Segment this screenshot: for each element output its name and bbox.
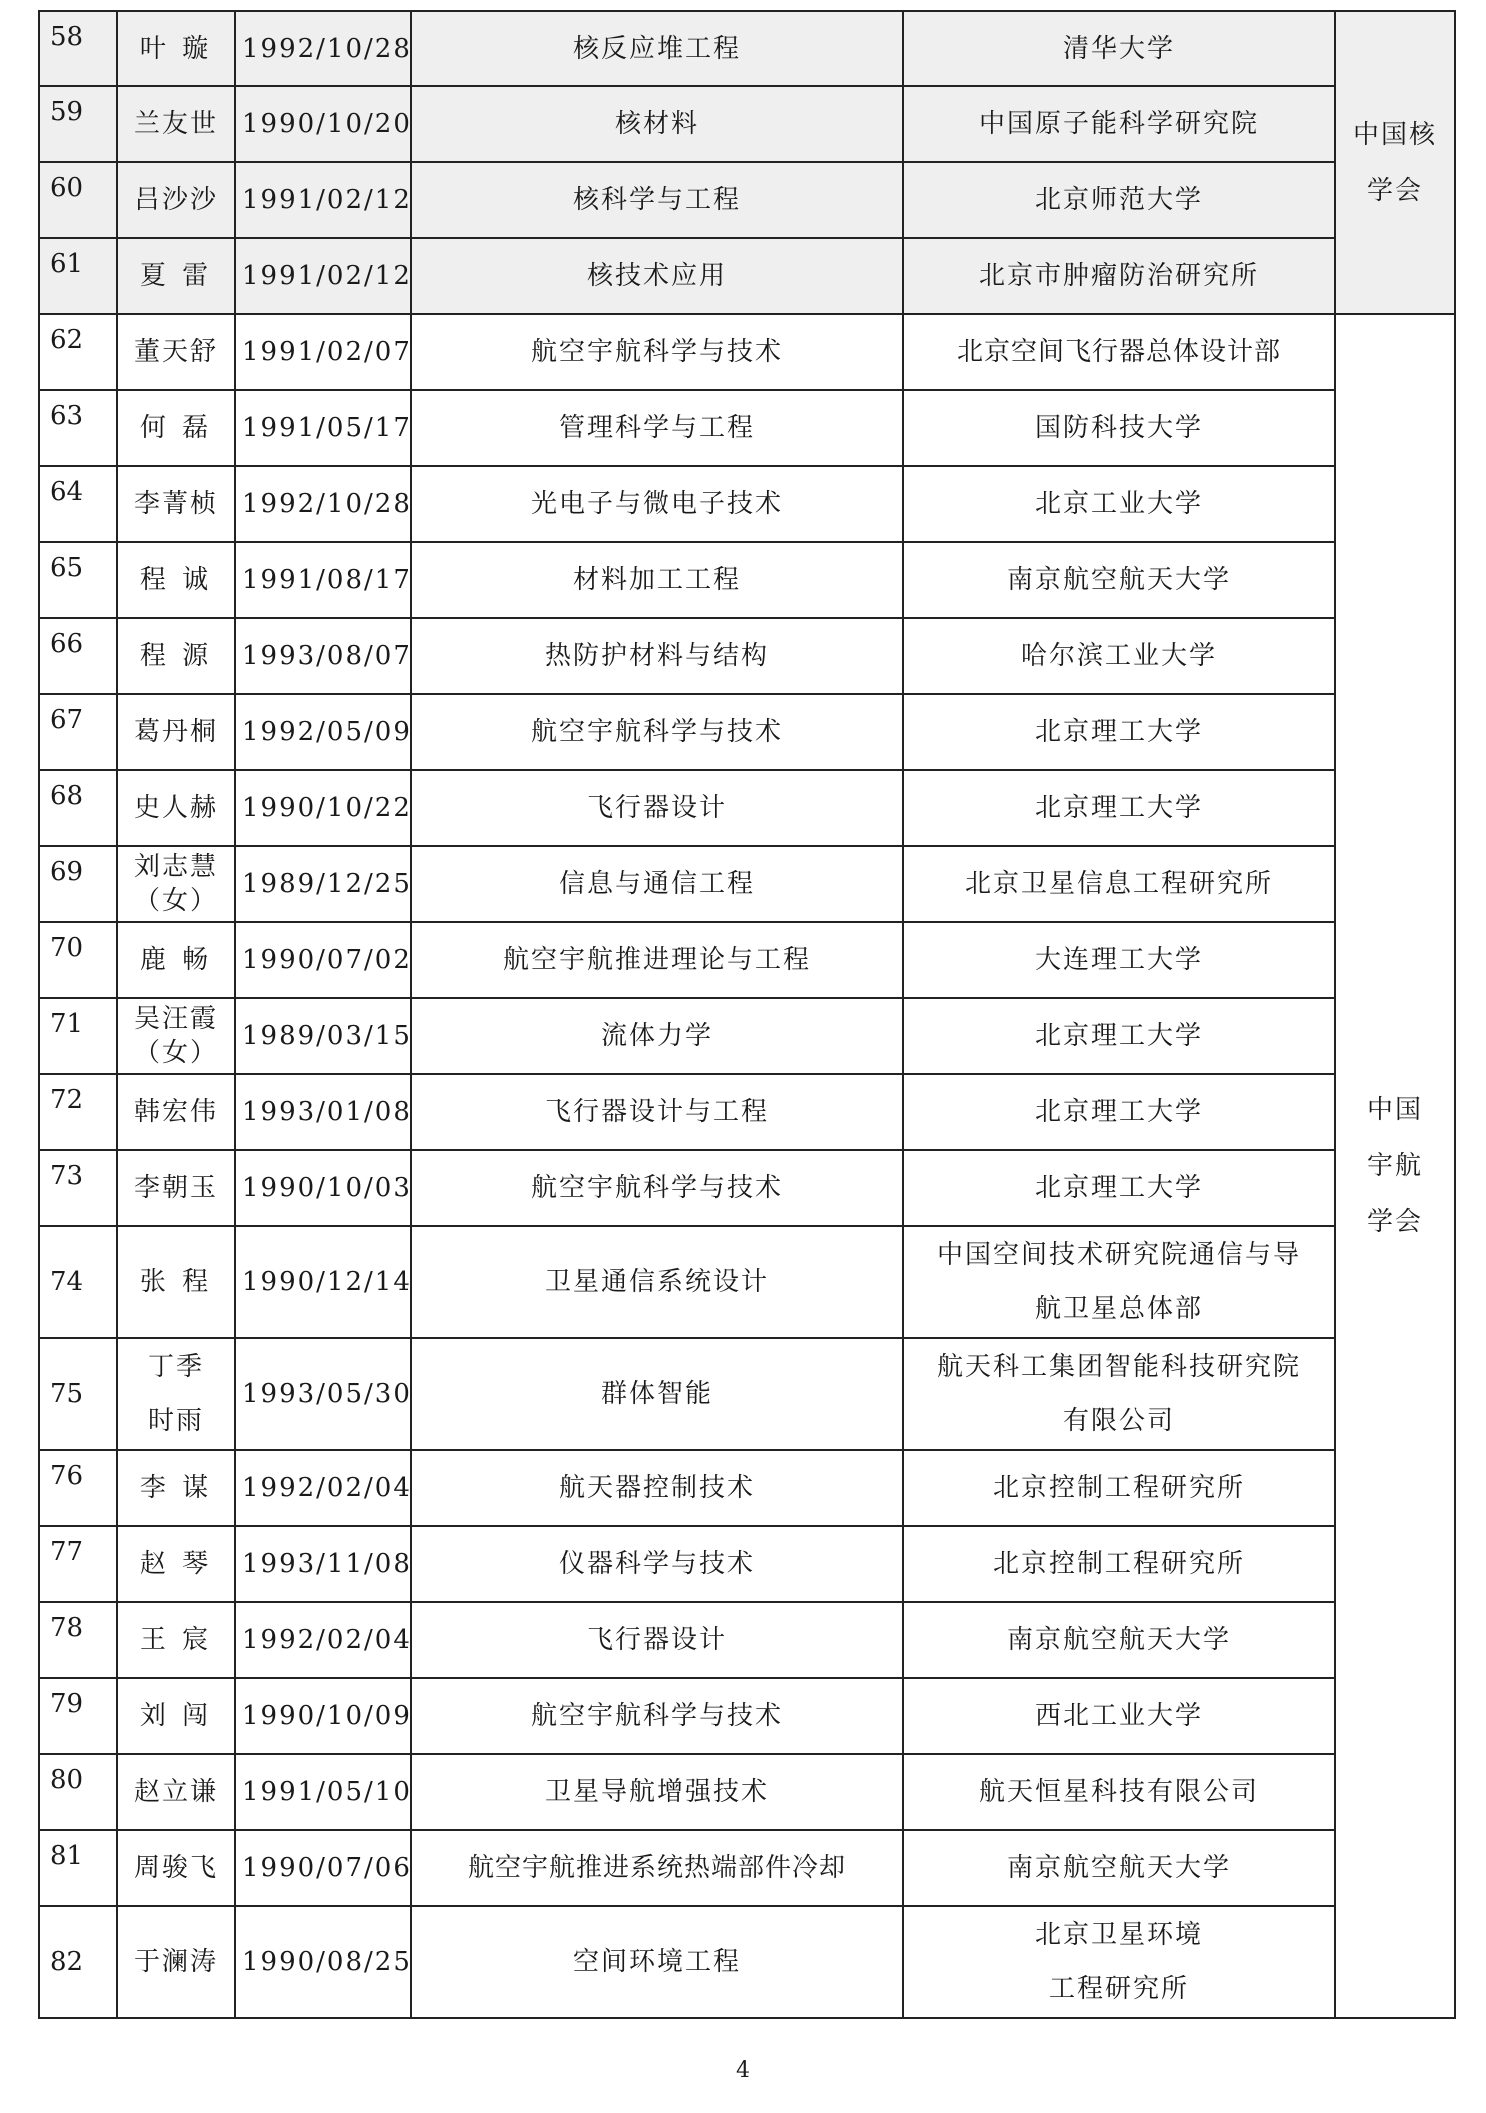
table-row: [39, 1906, 1455, 2018]
row-number: 73: [39, 1150, 117, 1226]
birth-date: 1992/02/04: [235, 1602, 411, 1678]
table-row: [39, 314, 1455, 390]
row-number: 72: [39, 1074, 117, 1150]
name-line: 时雨: [147, 1406, 204, 1436]
work-unit: 北京工业大学: [903, 466, 1335, 542]
research-field: 流体力学: [411, 998, 903, 1074]
person-name: 叶 璇: [117, 11, 235, 86]
work-unit: [903, 1338, 1335, 1450]
unit-line: 工程研究所: [1048, 1974, 1189, 2004]
research-field: 航空宇航科学与技术: [411, 1678, 903, 1754]
table-row: [39, 1226, 1455, 1338]
group-label-line: 中国: [1366, 1095, 1423, 1125]
row-number: 81: [39, 1830, 117, 1906]
row-number: 79: [39, 1678, 117, 1754]
birth-date: 1993/05/30: [235, 1338, 411, 1450]
research-field: 仪器科学与技术: [411, 1526, 903, 1602]
table-row: [39, 238, 1455, 314]
row-number: 60: [39, 162, 117, 238]
birth-date: 1991/02/07: [235, 314, 411, 390]
unit-line: 航天科工集团智能科技研究院: [936, 1352, 1301, 1382]
table-row: [39, 694, 1455, 770]
table-row: [39, 86, 1455, 162]
person-name: 程 源: [117, 618, 235, 694]
table-row: [39, 1074, 1455, 1150]
group-society-nuclear: [1335, 11, 1455, 314]
unit-line: 有限公司: [1062, 1406, 1175, 1436]
birth-date: 1990/10/20: [235, 86, 411, 162]
work-unit: 北京师范大学: [903, 162, 1335, 238]
table-row: [39, 162, 1455, 238]
research-field: 光电子与微电子技术: [411, 466, 903, 542]
group-label-line: 学会: [1366, 1207, 1423, 1237]
table-row: [39, 1526, 1455, 1602]
person-name: 赵 琴: [117, 1526, 235, 1602]
work-unit: 北京控制工程研究所: [903, 1526, 1335, 1602]
research-field: 核技术应用: [411, 238, 903, 314]
work-unit: 北京理工大学: [903, 694, 1335, 770]
research-field: 飞行器设计: [411, 1602, 903, 1678]
person-name: 史人赫: [117, 770, 235, 846]
person-name: [117, 998, 235, 1074]
work-unit: 大连理工大学: [903, 922, 1335, 998]
row-number: 76: [39, 1450, 117, 1526]
row-number: 61: [39, 238, 117, 314]
member-table: [38, 10, 1456, 2019]
table-row: [39, 922, 1455, 998]
row-number: 67: [39, 694, 117, 770]
row-number: 68: [39, 770, 117, 846]
birth-date: 1990/07/06: [235, 1830, 411, 1906]
person-name: 于澜涛: [117, 1906, 235, 2018]
birth-date: 1992/05/09: [235, 694, 411, 770]
work-unit: 北京理工大学: [903, 1074, 1335, 1150]
person-name: 葛丹桐: [117, 694, 235, 770]
research-field: 航空宇航推进系统热端部件冷却: [411, 1830, 903, 1906]
person-name: 程 诚: [117, 542, 235, 618]
table-row: [39, 11, 1455, 86]
table-row: [39, 1602, 1455, 1678]
person-name: 鹿 畅: [117, 922, 235, 998]
table-row: [39, 846, 1455, 922]
row-number: 71: [39, 998, 117, 1074]
birth-date: 1990/12/14: [235, 1226, 411, 1338]
research-field: 航天器控制技术: [411, 1450, 903, 1526]
birth-date: 1991/05/10: [235, 1754, 411, 1830]
research-field: 群体智能: [411, 1338, 903, 1450]
unit-line: 航卫星总体部: [1034, 1294, 1203, 1324]
table-row: [39, 1678, 1455, 1754]
person-name: 韩宏伟: [117, 1074, 235, 1150]
name-line: （女）: [133, 886, 218, 916]
research-field: 空间环境工程: [411, 1906, 903, 2018]
birth-date: 1991/02/12: [235, 162, 411, 238]
work-unit: [903, 1906, 1335, 2018]
work-unit: 南京航空航天大学: [903, 1830, 1335, 1906]
work-unit: 清华大学: [903, 11, 1335, 86]
research-field: 卫星通信系统设计: [411, 1226, 903, 1338]
birth-date: 1992/02/04: [235, 1450, 411, 1526]
person-name: [117, 1338, 235, 1450]
person-name: [117, 846, 235, 922]
research-field: 飞行器设计与工程: [411, 1074, 903, 1150]
research-field: 卫星导航增强技术: [411, 1754, 903, 1830]
person-name: 张 程: [117, 1226, 235, 1338]
research-field: 航空宇航推进理论与工程: [411, 922, 903, 998]
birth-date: 1993/01/08: [235, 1074, 411, 1150]
person-name: 李菁桢: [117, 466, 235, 542]
birth-date: 1991/08/17: [235, 542, 411, 618]
research-field: 信息与通信工程: [411, 846, 903, 922]
row-number: 66: [39, 618, 117, 694]
row-number: 58: [39, 11, 117, 86]
work-unit: 国防科技大学: [903, 390, 1335, 466]
work-unit: 航天恒星科技有限公司: [903, 1754, 1335, 1830]
name-line: 刘志慧: [133, 852, 218, 882]
person-name: 李 谋: [117, 1450, 235, 1526]
birth-date: 1992/10/28: [235, 466, 411, 542]
row-number: 62: [39, 314, 117, 390]
table-row: [39, 390, 1455, 466]
birth-date: 1989/03/15: [235, 998, 411, 1074]
unit-line: 中国空间技术研究院通信与导: [936, 1240, 1301, 1270]
birth-date: 1990/07/02: [235, 922, 411, 998]
person-name: 周骏飞: [117, 1830, 235, 1906]
birth-date: 1991/05/17: [235, 390, 411, 466]
table-row: [39, 618, 1455, 694]
work-unit: 北京理工大学: [903, 770, 1335, 846]
table-row: [39, 998, 1455, 1074]
row-number: 65: [39, 542, 117, 618]
group-label-line: 中国核: [1352, 119, 1437, 150]
work-unit: 北京空间飞行器总体设计部: [903, 314, 1335, 390]
group-label-line: 学会: [1366, 175, 1423, 206]
person-name: 何 磊: [117, 390, 235, 466]
research-field: 管理科学与工程: [411, 390, 903, 466]
row-number: 82: [39, 1906, 117, 2018]
name-line: 丁季: [147, 1352, 204, 1382]
work-unit: 中国原子能科学研究院: [903, 86, 1335, 162]
row-number: 77: [39, 1526, 117, 1602]
work-unit: 北京卫星信息工程研究所: [903, 846, 1335, 922]
research-field: 材料加工工程: [411, 542, 903, 618]
person-name: 赵立谦: [117, 1754, 235, 1830]
unit-line: 北京卫星环境: [1034, 1920, 1203, 1950]
research-field: 核反应堆工程: [411, 11, 903, 86]
table-row: [39, 1150, 1455, 1226]
name-line: （女）: [133, 1038, 218, 1068]
birth-date: 1989/12/25: [235, 846, 411, 922]
row-number: 78: [39, 1602, 117, 1678]
birth-date: 1990/08/25: [235, 1906, 411, 2018]
table-row: [39, 1830, 1455, 1906]
table-row: [39, 770, 1455, 846]
row-number: 69: [39, 846, 117, 922]
birth-date: 1992/10/28: [235, 11, 411, 86]
work-unit: 北京市肿瘤防治研究所: [903, 238, 1335, 314]
research-field: 航空宇航科学与技术: [411, 1150, 903, 1226]
group-society-astronautics: [1335, 314, 1455, 2018]
work-unit: 哈尔滨工业大学: [903, 618, 1335, 694]
row-number: 63: [39, 390, 117, 466]
birth-date: 1990/10/22: [235, 770, 411, 846]
birth-date: 1990/10/03: [235, 1150, 411, 1226]
table-row: [39, 1754, 1455, 1830]
group-label-line: 宇航: [1366, 1151, 1423, 1181]
work-unit: [903, 1226, 1335, 1338]
work-unit: 北京控制工程研究所: [903, 1450, 1335, 1526]
birth-date: 1993/08/07: [235, 618, 411, 694]
research-field: 航空宇航科学与技术: [411, 314, 903, 390]
page-number: 4: [736, 2058, 750, 2083]
table-row: [39, 542, 1455, 618]
row-number: 64: [39, 466, 117, 542]
birth-date: 1990/10/09: [235, 1678, 411, 1754]
research-field: 飞行器设计: [411, 770, 903, 846]
work-unit: 南京航空航天大学: [903, 542, 1335, 618]
birth-date: 1991/02/12: [235, 238, 411, 314]
person-name: 吕沙沙: [117, 162, 235, 238]
person-name: 夏 雷: [117, 238, 235, 314]
work-unit: 南京航空航天大学: [903, 1602, 1335, 1678]
research-field: 核材料: [411, 86, 903, 162]
person-name: 刘 闯: [117, 1678, 235, 1754]
row-number: 59: [39, 86, 117, 162]
research-field: 核科学与工程: [411, 162, 903, 238]
research-field: 热防护材料与结构: [411, 618, 903, 694]
person-name: 兰友世: [117, 86, 235, 162]
person-name: 李朝玉: [117, 1150, 235, 1226]
work-unit: 西北工业大学: [903, 1678, 1335, 1754]
work-unit: 北京理工大学: [903, 1150, 1335, 1226]
name-line: 吴汪霞: [133, 1004, 218, 1034]
person-name: 董天舒: [117, 314, 235, 390]
table-row: [39, 1338, 1455, 1450]
birth-date: 1993/11/08: [235, 1526, 411, 1602]
person-name: 王 宸: [117, 1602, 235, 1678]
row-number: 80: [39, 1754, 117, 1830]
work-unit: 北京理工大学: [903, 998, 1335, 1074]
row-number: 75: [39, 1338, 117, 1450]
row-number: 74: [39, 1226, 117, 1338]
row-number: 70: [39, 922, 117, 998]
table-row: [39, 466, 1455, 542]
table-row: [39, 1450, 1455, 1526]
research-field: 航空宇航科学与技术: [411, 694, 903, 770]
